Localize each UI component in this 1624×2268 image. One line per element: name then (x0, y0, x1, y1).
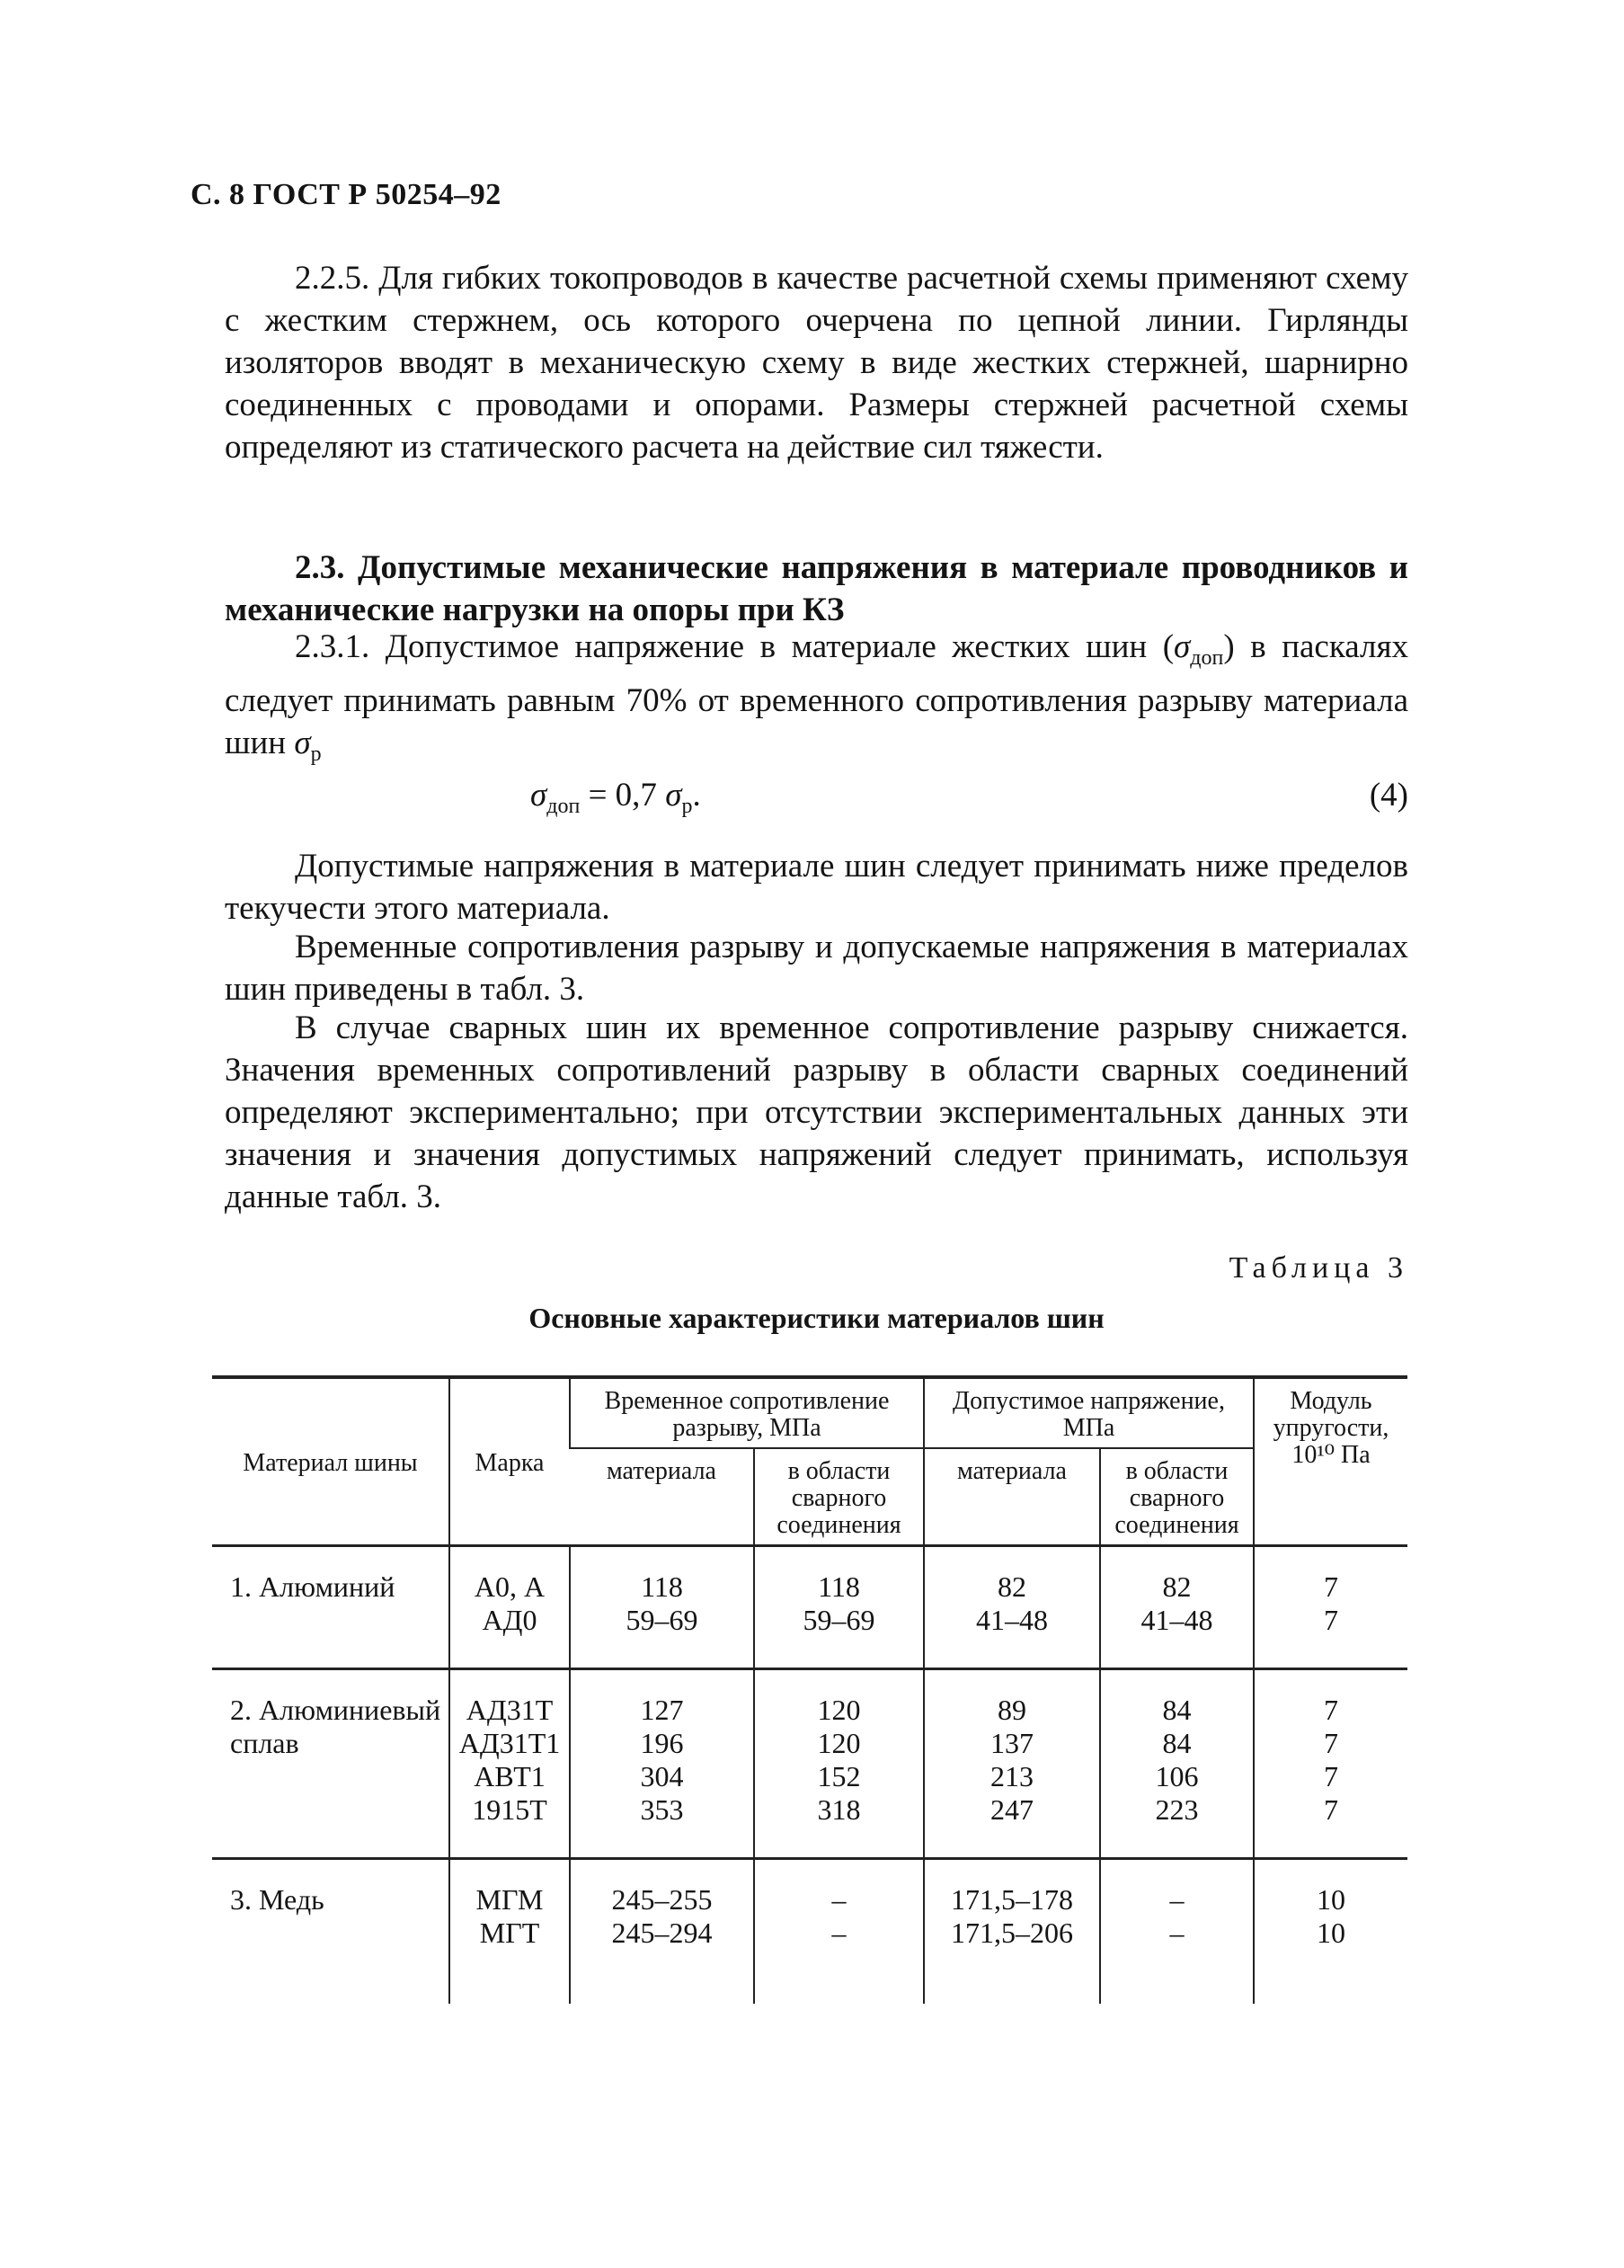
page-header: С. 8 ГОСТ Р 50254–92 (191, 178, 501, 211)
cell-value: АД31Т (466, 1694, 554, 1726)
grade-cell (449, 1546, 570, 1669)
cell-value: АД0 (482, 1604, 537, 1636)
cell-value: 7 (1324, 1694, 1338, 1726)
cell-value: МГТ (479, 1917, 540, 1949)
table-row (212, 1669, 1407, 1859)
cell-value: – (831, 1917, 847, 1949)
paragraph-table-reference: Временные сопротивления разрыву и допускаемые напряжения в материалах шин приведены в табл. 3. (225, 929, 1408, 1008)
header-allowable-stress: Допустимое напряжение, МПа (924, 1377, 1254, 1448)
cell-value: 353 (640, 1793, 684, 1826)
paragraph-2-2-5 (225, 257, 1408, 468)
cell-value: 171,5–206 (951, 1917, 1073, 1949)
paragraph-welded-busbars: В случае сварных шин их временное сопротивление разрыву снижается. Значения временных сопротивлений разрыву в области сварных соединений определяют экспериментально; при отсутствии экспериментальных данных эти значения и значения допустимых напряжений следует принимать, используя данные табл. 3. (225, 1009, 1408, 1215)
material-cell: 2. Алюминиевый сплав (212, 1669, 449, 1859)
modulus-cell (1254, 1669, 1407, 1859)
cell-value: 171,5–178 (951, 1883, 1073, 1916)
cell-value: 41–48 (976, 1604, 1048, 1636)
tensile-material-cell (570, 1669, 754, 1859)
tensile-weld-cell (754, 1669, 924, 1859)
cell-value: 245–294 (611, 1917, 713, 1949)
cell-value: 7 (1324, 1760, 1338, 1792)
cell-value: 59–69 (803, 1604, 875, 1636)
paragraph-2-3-1: 2.3.1. Допустимое напряжение в материале жестких шин $(\sigma_{доп})$ в паскалях следует принимать равным 70% от временного сопротивления разрыву материала шин $\sigma_р$ (225, 628, 1408, 766)
cell-value: 7 (1324, 1570, 1338, 1603)
allowable-weld-cell (1100, 1669, 1254, 1859)
allowable-material-cell (924, 1859, 1100, 2005)
cell-value: 196 (640, 1727, 684, 1759)
cell-value: – (831, 1883, 847, 1916)
cell-value: 247 (990, 1793, 1034, 1826)
cell-value: 304 (640, 1760, 684, 1792)
cell-value: 120 (817, 1694, 861, 1726)
cell-value: 1915Т (472, 1793, 547, 1826)
cell-value: 137 (990, 1727, 1034, 1759)
cell-value: 82 (998, 1570, 1026, 1603)
cell-value: 82 (1162, 1570, 1192, 1603)
allowable-weld-cell (1100, 1546, 1254, 1669)
table-title: Основные характеристики материалов шин (528, 1302, 1105, 1334)
formula-number: (4) (1369, 777, 1408, 814)
cell-value: 84 (1162, 1694, 1192, 1726)
header-modulus: Модуль упругости, 10¹⁰ Па (1254, 1377, 1407, 1546)
subheader-material: материала (924, 1448, 1100, 1546)
cell-value: 223 (1155, 1793, 1199, 1826)
allowable-material-cell (924, 1669, 1100, 1859)
tensile-weld-cell (754, 1859, 924, 2005)
cell-value: АВТ1 (474, 1760, 546, 1792)
formula-4 (225, 774, 1408, 819)
cell-value: 84 (1162, 1727, 1192, 1759)
table-row (212, 1859, 1407, 2005)
tensile-weld-cell (754, 1546, 924, 1669)
cell-value: 7 (1324, 1604, 1338, 1636)
cell-value: МГМ (475, 1883, 544, 1916)
cell-value: 59–69 (626, 1604, 698, 1636)
paragraph-text: 2.2.5. Для гибких токопроводов в качестве расчетной схемы применяют схему с жестким стержнем, ось которого очерчена по цепной линии. Гирлянды изоляторов вводят в механическую схему в виде жестких стержней, шарнирно соединенных с проводами и опорами. Размеры стержней расчетной схемы определяют из статического расчета на действие сил тяжести. (225, 260, 1408, 466)
subheader-weld: в области сварного соединения (754, 1448, 924, 1546)
cell-value: 118 (818, 1570, 860, 1603)
header-tensile-strength: Временное сопротивление разрыву, МПа (570, 1377, 924, 1448)
cell-value: 89 (998, 1694, 1026, 1726)
cell-value: 106 (1155, 1760, 1199, 1792)
cell-value: 213 (990, 1760, 1034, 1792)
cell-value: 7 (1324, 1793, 1338, 1826)
cell-value: 10 (1317, 1917, 1345, 1949)
subheader-weld: в области сварного соединения (1100, 1448, 1254, 1546)
cell-value: 318 (817, 1793, 861, 1826)
heading-text: 2.3. Допустимые механические напряжения в материале проводников и механические нагрузки на опоры при КЗ (225, 549, 1408, 628)
cell-value: 118 (641, 1570, 683, 1603)
tensile-material-cell (570, 1546, 754, 1669)
tensile-material-cell (570, 1859, 754, 2005)
cell-value: А0, А (474, 1570, 546, 1603)
cell-value: 41–48 (1140, 1604, 1213, 1636)
allowable-weld-cell (1100, 1859, 1254, 2005)
formula-expression: $\sigma_{доп} = 0,7$ $\sigma_р$. (530, 777, 701, 818)
cell-value: АД31Т1 (458, 1727, 561, 1759)
material-cell: 1. Алюминий (212, 1546, 449, 1669)
material-cell: 3. Медь (212, 1859, 449, 2005)
table-row (212, 1546, 1407, 1669)
materials-table (212, 1375, 1407, 2004)
cell-value: 245–255 (611, 1883, 713, 1916)
modulus-cell (1254, 1859, 1407, 2005)
cell-value: 10 (1317, 1883, 1345, 1916)
header-material: Материал шины (212, 1377, 449, 1546)
cell-value: 7 (1324, 1727, 1338, 1759)
cell-value: 152 (817, 1760, 861, 1792)
cell-value: – (1169, 1883, 1185, 1916)
modulus-cell (1254, 1546, 1407, 1669)
cell-value: – (1169, 1917, 1185, 1949)
cell-value: 127 (640, 1694, 684, 1726)
table-label: Таблица 3 (1229, 1251, 1408, 1285)
grade-cell (449, 1859, 570, 2005)
allowable-material-cell (924, 1546, 1100, 1669)
paragraph-yield-limit: Допустимые напряжения в материале шин следует принимать ниже пределов текучести этого материала. (225, 848, 1408, 927)
subheader-material: материала (570, 1448, 754, 1546)
grade-cell (449, 1669, 570, 1859)
header-grade: Марка (449, 1377, 570, 1546)
section-heading-2-3 (225, 547, 1408, 631)
sigma-symbol: σ (1174, 628, 1191, 665)
cell-value: 120 (817, 1727, 861, 1759)
sigma-symbol: σ (294, 725, 311, 761)
